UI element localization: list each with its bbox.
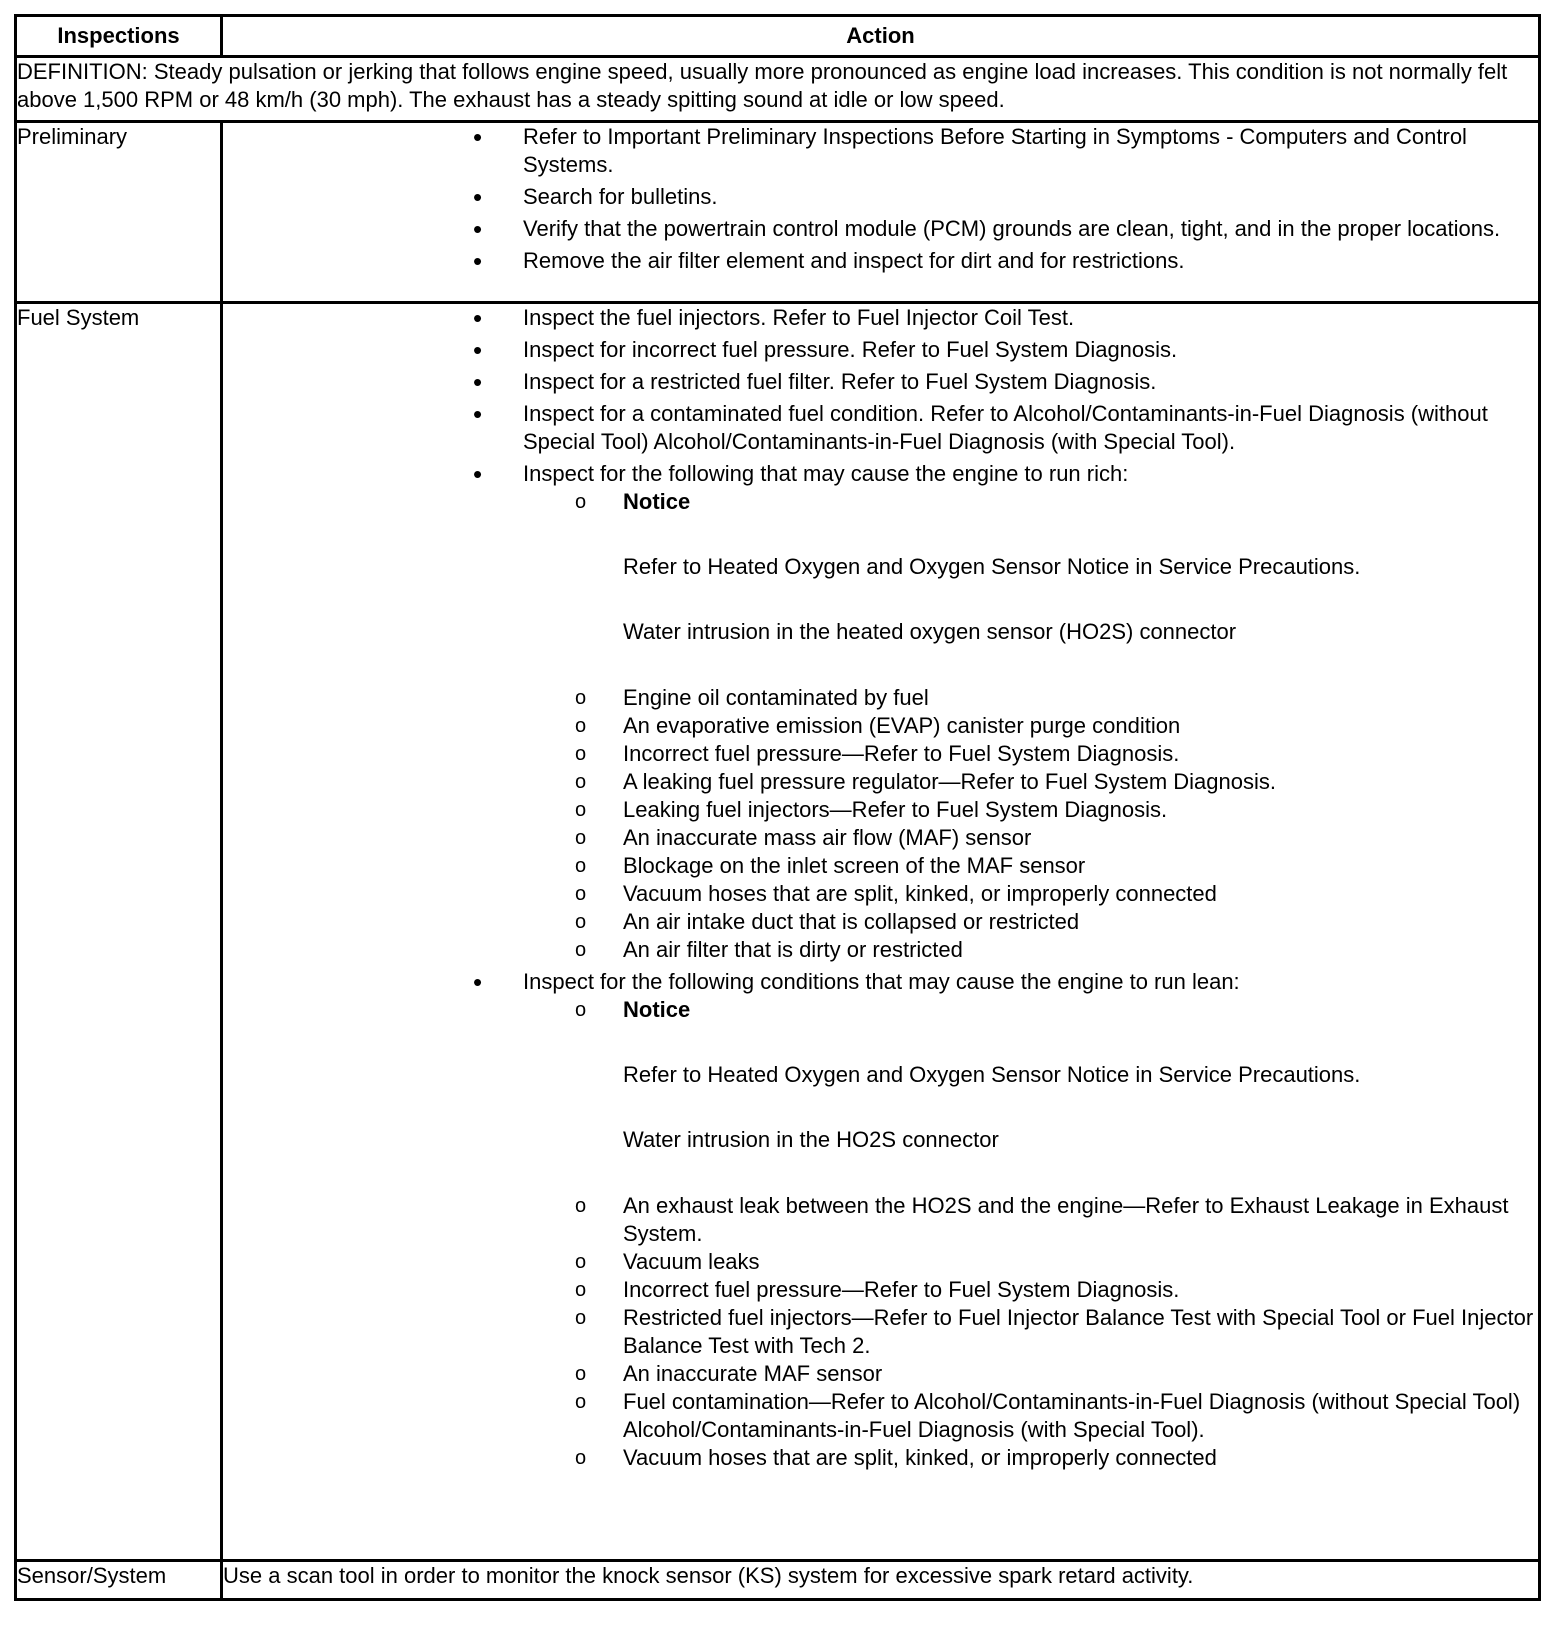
list-item: o A leaking fuel pressure regulator—Refer to Fuel System Diagnosis. bbox=[523, 768, 1538, 796]
list-item: • Inspect for incorrect fuel pressure. Refer to Fuel System Diagnosis. bbox=[223, 336, 1538, 364]
header-action: Action bbox=[222, 16, 1540, 57]
header-row bbox=[16, 16, 1540, 57]
lean-conditions-item bbox=[223, 968, 1538, 1472]
fuel-system-actions bbox=[222, 303, 1540, 1561]
list-item: • Remove the air filter element and inspect for dirt and for restrictions. bbox=[223, 247, 1538, 275]
rich-intro: • Inspect for the following that may cause the engine to run rich: bbox=[523, 461, 1129, 486]
list-item: o An exhaust leak between the HO2S and the engine—Refer to Exhaust Leakage in Exhaust System. bbox=[523, 1192, 1538, 1248]
list-item: o An inaccurate mass air flow (MAF) sensor bbox=[523, 824, 1538, 852]
sensor-system-row bbox=[16, 1561, 1540, 1600]
fuel-system-row bbox=[16, 303, 1540, 1561]
fuel-system-label: Fuel System bbox=[16, 303, 222, 1561]
notice-text: Refer to Heated Oxygen and Oxygen Sensor Notice in Service Precautions. bbox=[623, 554, 1361, 579]
list-item: • Inspect for a restricted fuel filter. Refer to Fuel System Diagnosis. bbox=[223, 368, 1538, 396]
rich-conditions-item bbox=[223, 460, 1538, 964]
list-item: o Fuel contamination—Refer to Alcohol/Contaminants-in-Fuel Diagnosis (without Special Tool) Alcohol/Contaminants-in-Fuel Diagnosis (with Special Tool). bbox=[523, 1388, 1538, 1444]
list-item: • Inspect the fuel injectors. Refer to Fuel Injector Coil Test. bbox=[223, 304, 1538, 332]
list-item: o Blockage on the inlet screen of the MAF sensor bbox=[523, 852, 1538, 880]
fuel-system-list bbox=[223, 304, 1538, 1472]
lean-notice bbox=[523, 996, 1538, 1192]
list-item: o Vacuum hoses that are split, kinked, or improperly connected bbox=[523, 880, 1538, 908]
notice-item: Water intrusion in the heated oxygen sensor (HO2S) connector bbox=[623, 619, 1237, 644]
definition-row bbox=[16, 57, 1540, 122]
notice-title: o Notice bbox=[623, 489, 691, 514]
preliminary-row bbox=[16, 122, 1540, 303]
list-item: • Verify that the powertrain control module (PCM) grounds are clean, tight, and in the proper locations. bbox=[223, 215, 1538, 243]
list-item: o Incorrect fuel pressure—Refer to Fuel System Diagnosis. bbox=[523, 740, 1538, 768]
sensor-system-action: Use a scan tool in order to monitor the knock sensor (KS) system for excessive spark retard activity. bbox=[222, 1561, 1540, 1600]
preliminary-list bbox=[223, 123, 1538, 275]
rich-notice bbox=[523, 488, 1538, 684]
lean-intro: • Inspect for the following conditions that may cause the engine to run lean: bbox=[523, 969, 1240, 994]
notice-title: o Notice bbox=[623, 997, 691, 1022]
list-item: o An air filter that is dirty or restricted bbox=[523, 936, 1538, 964]
list-item: o An air intake duct that is collapsed or restricted bbox=[523, 908, 1538, 936]
preliminary-label: Preliminary bbox=[16, 122, 222, 303]
notice-item: Water intrusion in the HO2S connector bbox=[623, 1127, 999, 1152]
list-item: o Vacuum leaks bbox=[523, 1248, 1538, 1276]
list-item: o Leaking fuel injectors—Refer to Fuel System Diagnosis. bbox=[523, 796, 1538, 824]
list-item: o Restricted fuel injectors—Refer to Fuel Injector Balance Test with Special Tool or Fuel Injector Balance Test with Tech 2. bbox=[523, 1304, 1538, 1360]
list-item: • Inspect for a contaminated fuel condition. Refer to Alcohol/Contaminants-in-Fuel Diagnosis (without Special Tool) Alcohol/Contaminants-in-Fuel Diagnosis (with Special Tool). bbox=[223, 400, 1538, 456]
list-item: o Vacuum hoses that are split, kinked, or improperly connected bbox=[523, 1444, 1538, 1472]
diagnostic-table bbox=[14, 14, 1541, 1601]
list-item: o An evaporative emission (EVAP) canister purge condition bbox=[523, 712, 1538, 740]
list-item: • Refer to Important Preliminary Inspections Before Starting in Symptoms - Computers and Control Systems. bbox=[223, 123, 1538, 179]
notice-text: Refer to Heated Oxygen and Oxygen Sensor Notice in Service Precautions. bbox=[623, 1062, 1361, 1087]
list-item: o Incorrect fuel pressure—Refer to Fuel System Diagnosis. bbox=[523, 1276, 1538, 1304]
lean-sublist bbox=[523, 996, 1538, 1472]
sensor-system-label: Sensor/System bbox=[16, 1561, 222, 1600]
preliminary-actions bbox=[222, 122, 1540, 303]
rich-sublist bbox=[523, 488, 1538, 964]
list-item: o Engine oil contaminated by fuel bbox=[523, 684, 1538, 712]
list-item: • Search for bulletins. bbox=[223, 183, 1538, 211]
definition-text: DEFINITION: Steady pulsation or jerking that follows engine speed, usually more pronounced as engine load increases. This condition is not normally felt above 1,500 RPM or 48 km/h (30 mph). The exhaust has a steady spitting sound at idle or low speed. bbox=[16, 57, 1540, 122]
header-inspections: Inspections bbox=[16, 16, 222, 57]
list-item: o An inaccurate MAF sensor bbox=[523, 1360, 1538, 1388]
